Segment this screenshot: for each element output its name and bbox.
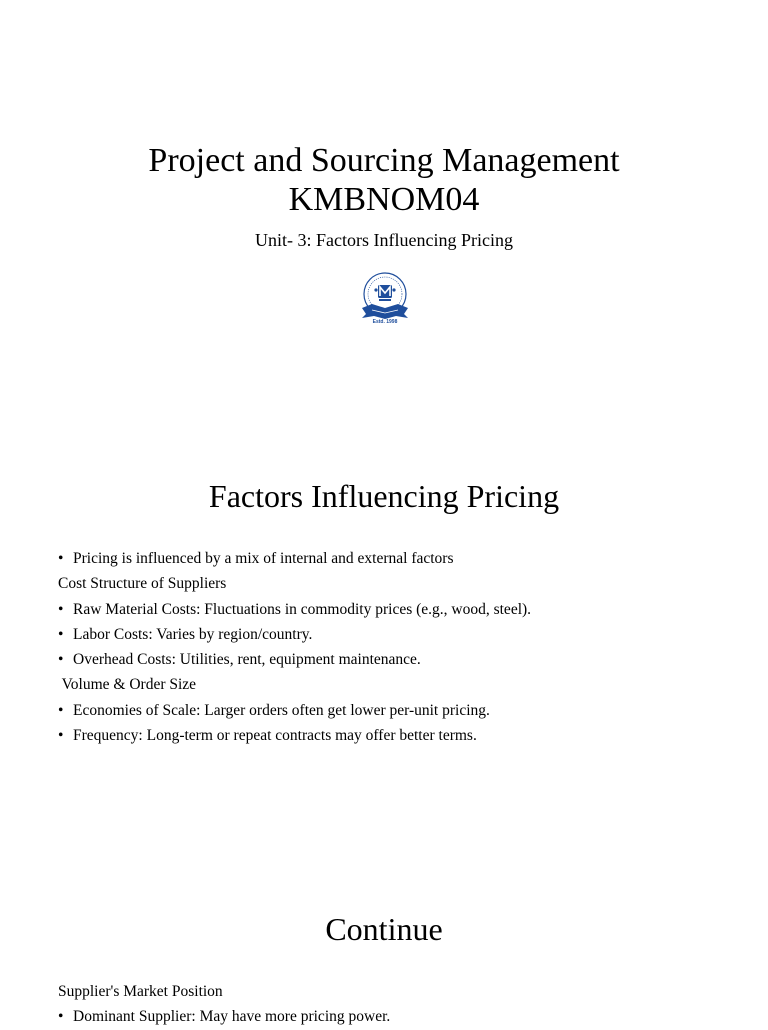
bullet-marker: •	[58, 600, 64, 618]
factors-content	[58, 546, 738, 748]
section-subheading: Supplier's Market Position	[58, 983, 223, 1000]
bullet-text: Raw Material Costs: Fluctuations in commodity prices (e.g., wood, steel).	[73, 600, 532, 618]
bullet-item	[58, 1004, 738, 1029]
course-title	[0, 141, 768, 219]
bullet-text: Dominant Supplier: May have more pricing power.	[73, 1008, 391, 1026]
institution-logo	[358, 268, 412, 330]
bullet-item	[58, 546, 738, 571]
bullet-text: Overhead Costs: Utilities, rent, equipment maintenance.	[73, 651, 421, 669]
bullet-item	[58, 622, 738, 647]
continue-content	[58, 979, 738, 1030]
bullet-text: Labor Costs: Varies by region/country.	[73, 625, 313, 643]
bullet-item	[58, 597, 738, 622]
bullet-text: Frequency: Long-term or repeat contracts may offer better terms.	[73, 727, 477, 745]
bullet-marker: •	[58, 651, 64, 669]
bullet-item	[58, 723, 738, 748]
bullet-marker: •	[58, 701, 64, 719]
bullet-text: Economies of Scale: Larger orders often get lower per-unit pricing.	[73, 701, 490, 719]
continue-heading: Continue	[325, 911, 443, 947]
bullet-item	[58, 647, 738, 672]
unit-subtitle: Unit- 3: Factors Influencing Pricing	[255, 230, 513, 250]
bullet-marker: •	[58, 727, 64, 745]
bullet-marker: •	[58, 1008, 64, 1026]
bullet-marker: •	[58, 625, 64, 643]
section-subheading: Volume & Order Size	[58, 676, 197, 694]
section-subheading: Cost Structure of Suppliers	[58, 575, 227, 593]
bullet-text: Pricing is influenced by a mix of internal and external factors	[73, 550, 454, 567]
bullet-item	[58, 698, 738, 723]
course-title-line-1: Project and Sourcing Management	[148, 142, 620, 179]
factors-heading: Factors Influencing Pricing	[208, 478, 560, 514]
logo-established-text: Estd. 1998	[372, 319, 398, 325]
bullet-marker: •	[58, 550, 64, 567]
course-code: KMBNOM04	[288, 181, 480, 218]
